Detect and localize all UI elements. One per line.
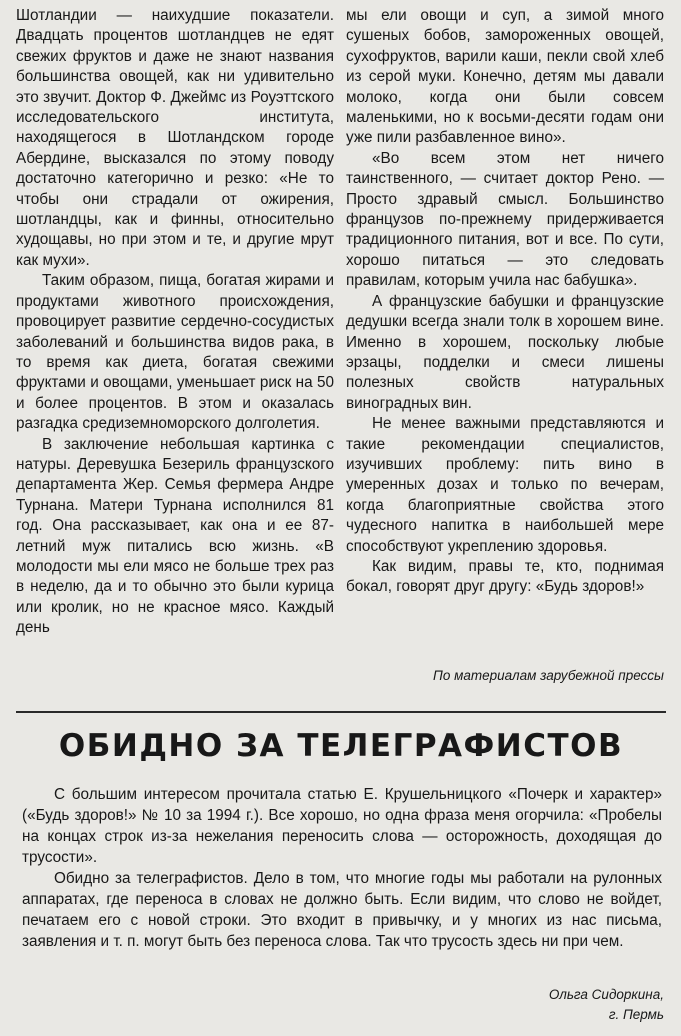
article-headline: ОБИДНО ЗА ТЕЛЕГРАФИСТОВ	[58, 728, 624, 764]
section-divider	[16, 711, 666, 713]
left-paragraph-2: Таким образом, пища, богатая жирами и продуктами животного происхождения, провоцирует развитие сердечно-сосудистых заболеваний и большинства видов рака, в то время как диета, богатая свежими фруктами и овощами, уменьшает риск на 50 и более процентов. В этом и оказалась разгадка средиземноморского долголетия.	[16, 272, 334, 433]
right-paragraph-3: А французские бабушки и французские дедушки всегда знали толк в хорошем вине. Именно в хорошем, поскольку любые эрзацы, подделки и смеси лишены полезных свойств натуральных виноградных вин.	[346, 292, 664, 412]
source-note: По материалам зарубежной прессы	[433, 668, 664, 683]
author-city: г. Пермь	[608, 1007, 664, 1022]
left-text-column	[16, 6, 334, 639]
left-paragraph-3: В заключение небольшая картинка с натуры. Деревушка Безериль французского департамента Жер. Семья фермера Андре Турнана. Матери Турнана исполнился 81 год. Она рассказывает, как она и ее 87-летний муж питались всю жизнь. «В молодости мы ели мясо не больше трех раз в неделю, да и то обычно это были курица или кролик, но не красное мясо. Каждый день	[16, 435, 334, 637]
author-signature	[340, 985, 664, 1025]
left-paragraph-1: Шотландии — наихудшие показатели. Двадцать процентов шотландцев не едят свежих фруктов и даже не знают названия большинства овощей, как ни удивительно это звучит. Доктор Ф. Джеймс из Роуэттского исследовательского института, находящегося в Шотландском городе Абердине, высказался по этому поводу достаточно категорично и резко: «Не то чтобы они страдали от ожирения, шотландцы, как и финны, относительно худощавы, но при этом и те, и другие мрут как мухи».	[16, 7, 334, 269]
right-paragraph-5: Как видим, правы те, кто, поднимая бокал, говорят друг другу: «Будь здоров!»	[346, 557, 664, 596]
letter-paragraph-1: С большим интересом прочитала статью Е. Крушельницкого «Почерк и характер» («Будь здоров!» № 10 за 1994 г.). Все хорошо, но одна фраза меня огорчила: «Пробелы на концах строк из-за нежелания переносить слова — осторожность, доходящая до трусости».	[22, 786, 662, 866]
letter-paragraph-2: Обидно за телеграфистов. Дело в том, что многие годы мы работали на рулонных аппаратах, где переноса в словах не должно быть. Если видим, что слово не войдет, печатаем его с новой строки. Это входит в привычку, и у многих из нас письма, заявления и т. п. могут быть без переноса слова. Так что трусость здесь ни при чем.	[22, 870, 662, 950]
letter-article	[22, 784, 662, 952]
right-paragraph-1: мы ели овощи и суп, а зимой много сушеных бобов, замороженных овощей, сухофруктов, варили каши, пекли свой хлеб из серой муки. Конечно, детям мы давали молоко, когда они были совсем маленькими, но к восьми-десяти годам они уже пили разбавленное вино».	[346, 7, 664, 147]
author-name: Ольга Сидоркина,	[548, 987, 664, 1002]
right-paragraph-2: «Во всем этом нет ничего таинственного, — считает доктор Рено. — Просто здравый смысл. Большинство французов по-прежнему придерживается традиционного питания, вот и все. По сути, хорошо питаться — это следовать правилам, которым учила нас бабушка».	[346, 149, 664, 290]
right-paragraph-4: Не менее важными представляются и такие рекомендации специалистов, изучивших проблему: пить вино в умеренных дозах и только по вечерам, когда благоприятные свойства этого чудесного напитка в наибольшей мере способствуют укреплению здоровья.	[346, 415, 664, 555]
right-text-column	[346, 6, 664, 598]
